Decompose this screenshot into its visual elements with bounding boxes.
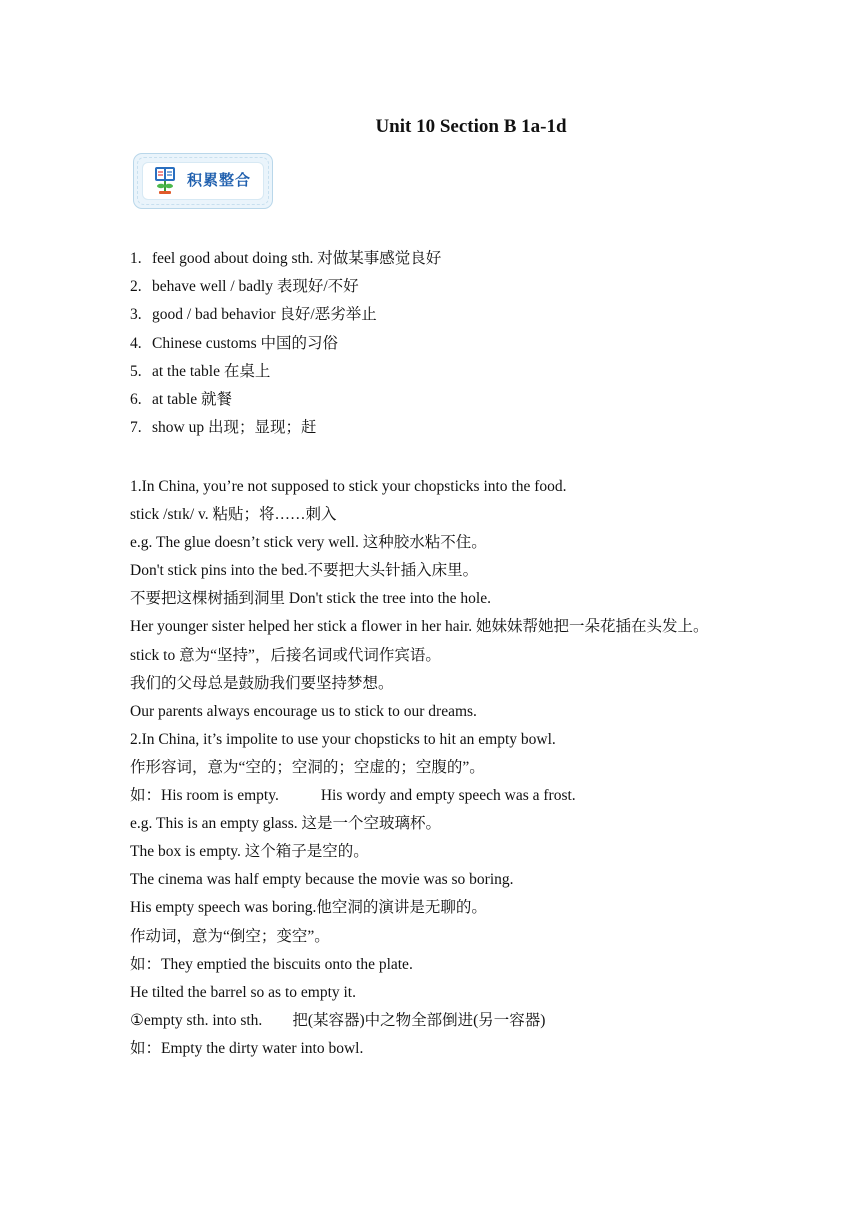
example-line: The cinema was half empty because the movie was so boring. (130, 871, 514, 889)
list-item-text: behave well / badly 表现好/不好 (152, 278, 359, 296)
list-item-number: 4. (130, 334, 142, 352)
list-item (130, 276, 441, 304)
example-line: 如：Empty the dirty water into bowl. (130, 1039, 364, 1057)
example-line: 我们的父母总是鼓励我们要坚持梦想。 (130, 674, 394, 692)
list-item (130, 417, 441, 445)
example-line: e.g. This is an empty glass. 这是一个空玻璃杯。 (130, 815, 441, 833)
example-part: 如：His room is empty. (130, 787, 279, 805)
sentence-heading: 2.In China, it’s impolite to use your chopsticks to hit an empty bowl. (130, 730, 556, 748)
definition-line: stick /stɪk/ v. 粘贴；将……刺入 (130, 506, 337, 524)
phrase-part: ①empty sth. into sth. (130, 1011, 263, 1029)
vocab-list (130, 248, 441, 445)
list-item-number: 3. (130, 306, 142, 324)
list-item (130, 333, 441, 361)
list-item-number: 7. (130, 419, 142, 437)
list-item-number: 5. (130, 362, 142, 380)
list-item-text: feel good about doing sth. 对做某事感觉良好 (152, 250, 442, 267)
example-line: His empty speech was boring.他空洞的演讲是无聊的。 (130, 899, 487, 917)
example-line: The box is empty. 这个箱子是空的。 (130, 843, 369, 861)
sentence-heading: 1.In China, you’re not supposed to stick your chopsticks into the food. (130, 478, 567, 495)
list-item (130, 389, 441, 417)
phrase-line (130, 1007, 740, 1035)
list-item (130, 361, 441, 389)
example-line: Our parents always encourage us to stick to our dreams. (130, 702, 477, 720)
definition-line: 作动词，意为“倒空；变空”。 (130, 927, 330, 945)
phrase-part: 把(某容器)中之物全部倒进(另一容器) (292, 1011, 546, 1029)
notes-body (130, 473, 740, 1063)
example-part: His wordy and empty speech was a frost. (320, 787, 576, 805)
example-line: Don't stick pins into the bed.不要把大头针插入床里。 (130, 562, 479, 580)
badge-label: 积累整合 (187, 171, 252, 189)
definition-line: stick to 意为“坚持”，后接名词或代词作宾语。 (130, 646, 441, 664)
list-item-text: show up 出现；显现；赶 (152, 419, 317, 437)
list-item-number: 1. (130, 250, 142, 267)
section-badge (133, 153, 273, 209)
list-item (130, 248, 441, 276)
example-line: 如：They emptied the biscuits onto the plate. (130, 955, 413, 973)
book-plant-icon (153, 165, 177, 195)
example-line: He tilted the barrel so as to empty it. (130, 983, 356, 1001)
example-line (130, 782, 740, 810)
list-item-text: good / bad behavior 良好/恶劣举止 (152, 306, 377, 324)
example-line: Her younger sister helped her stick a flower in her hair. 她妹妹帮她把一朵花插在头发上。 (130, 618, 709, 636)
page-title: Unit 10 Section B 1a-1d (375, 116, 567, 137)
list-item-text: Chinese customs 中国的习俗 (152, 334, 338, 352)
example-line: 不要把这棵树插到洞里 Don't stick the tree into the hole. (130, 590, 491, 608)
list-item (130, 304, 441, 332)
list-item-number: 2. (130, 278, 142, 296)
example-line: e.g. The glue doesn’t stick very well. 这种胶水粘不住。 (130, 534, 487, 552)
list-item-text: at table 就餐 (152, 390, 233, 408)
list-item-text: at the table 在桌上 (152, 362, 271, 380)
list-item-number: 6. (130, 390, 142, 408)
definition-line: 作形容词，意为“空的；空洞的；空虚的；空腹的”。 (130, 758, 485, 776)
